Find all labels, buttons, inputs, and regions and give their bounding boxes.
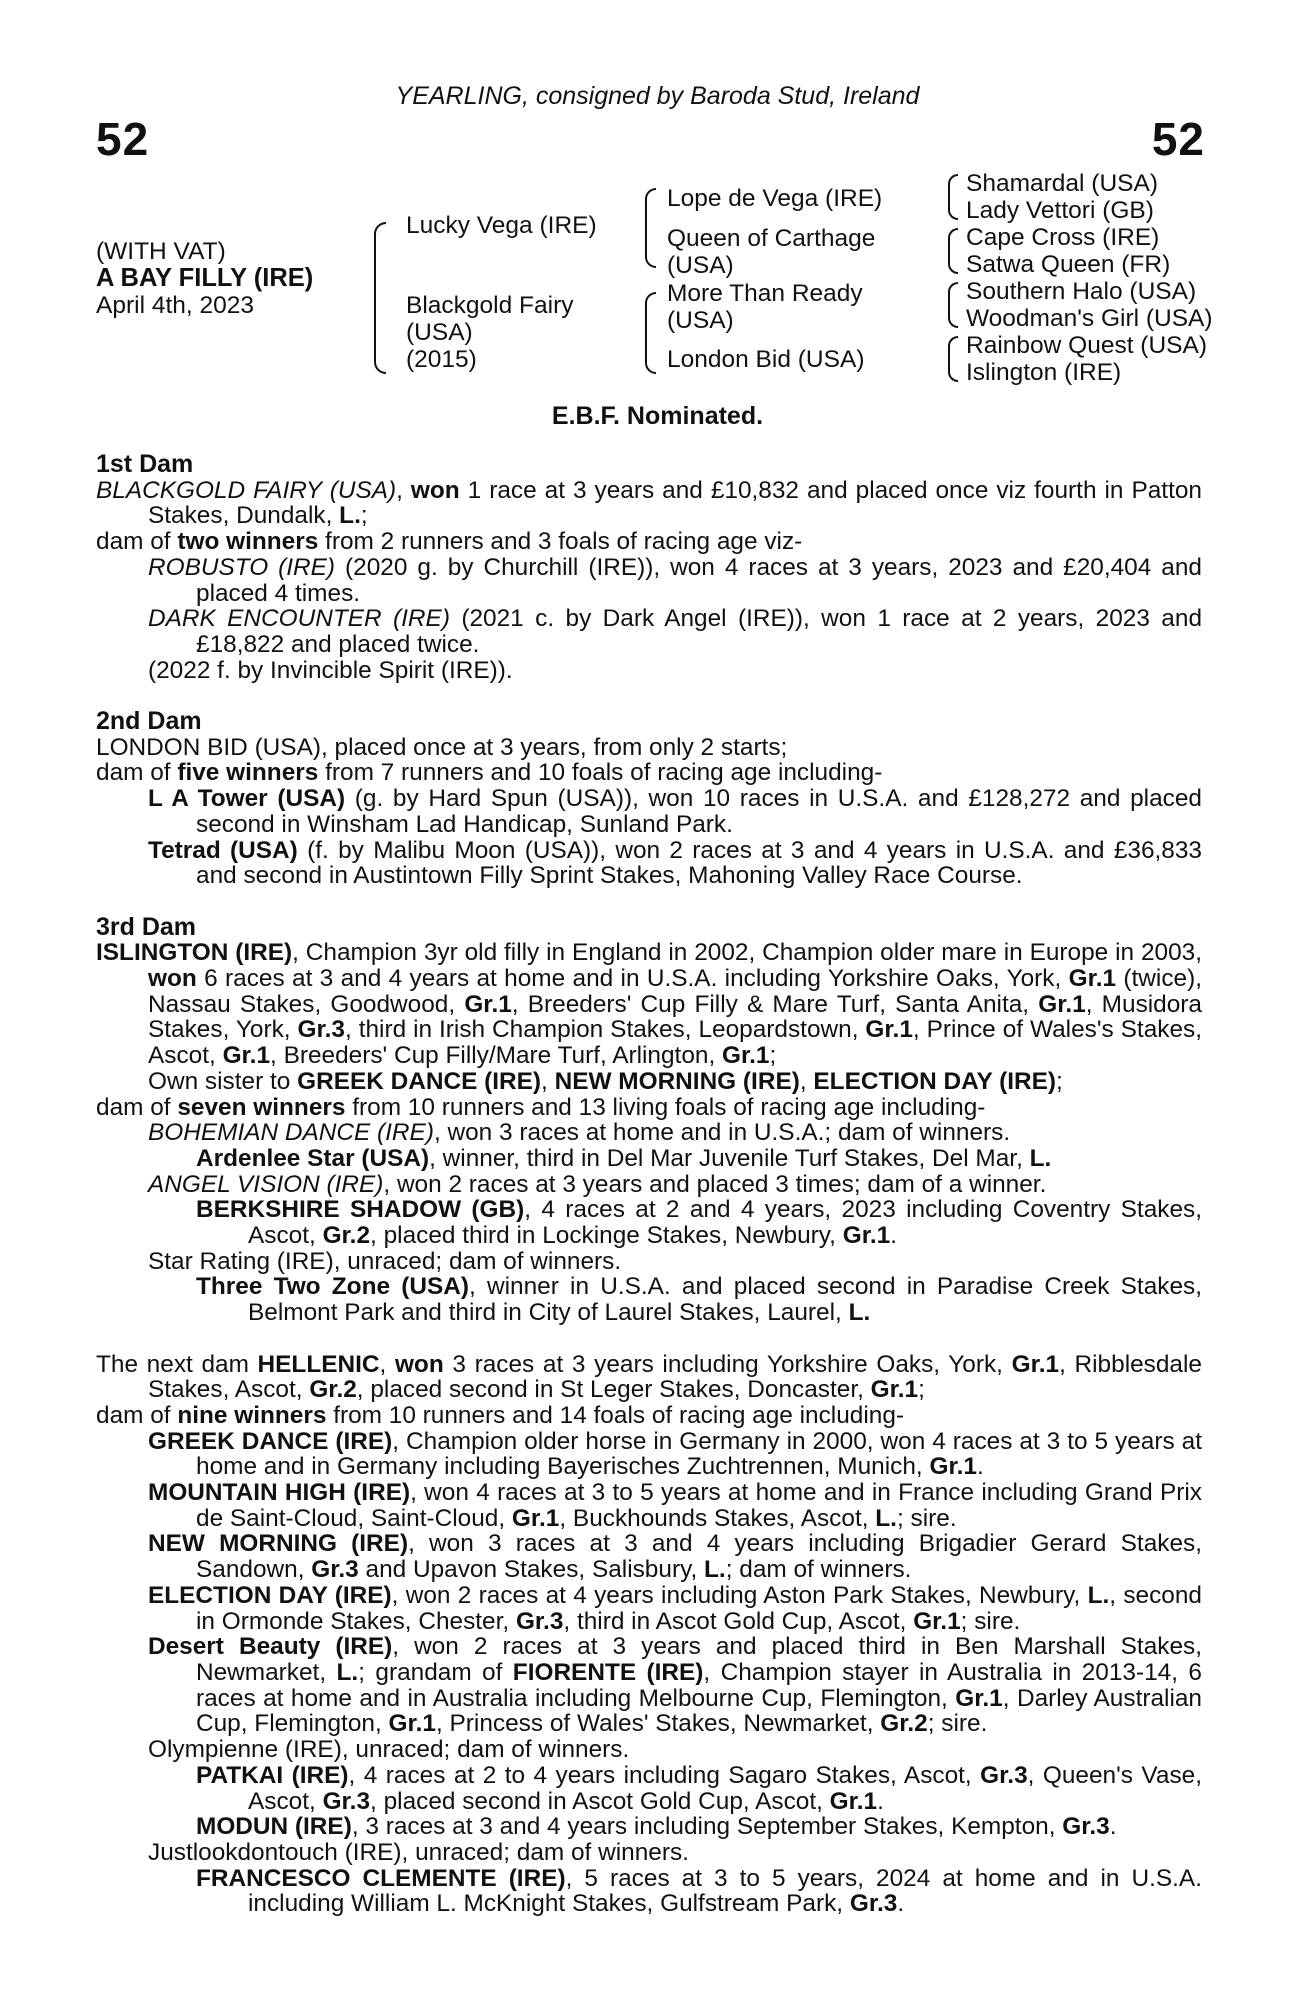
produce-2022-filly: (2022 f. by Invincible Spirit (IRE)). [148, 656, 513, 684]
produce-francesco-clemente: FRANCESCO CLEMENTE (IRE), 5 races at 3 to 5 years, 2024 at home and in U.S.A. including William L. McKnight Stakes, Gulfstream Park, Gr.3. [196, 1864, 1202, 1918]
produce-angel-vision: ANGEL VISION (IRE), won 2 races at 3 years and placed 3 times; dam of a winner. [148, 1170, 1047, 1198]
first-dam-heading: 1st Dam [96, 450, 194, 478]
produce-dark-encounter: DARK ENCOUNTER (IRE) (2021 c. by Dark Angel (IRE)), won 1 race at 2 years, 2023 and £18,822 and placed twice. [148, 605, 1203, 658]
horse-name: A BAY FILLY (IRE) [96, 264, 314, 292]
vat-note: (WITH VAT) [96, 238, 226, 265]
first-dam-text: BLACKGOLD FAIRY (USA), won 1 race at 3 years and £10,832 and placed once viz fourth in Patton Stakes, Dundalk, L.; [96, 476, 1202, 530]
pedigree-dam: Blackgold Fairy (USA) (2015) [406, 292, 574, 373]
ebf-nominated: E.B.F. Nominated. [551, 402, 764, 430]
first-dam-produce: dam of two winners from 2 runners and 3 foals of racing age viz- [96, 528, 803, 556]
pedigree-brace-3c [948, 282, 958, 328]
produce-mountain-high: MOUNTAIN HIGH (IRE), won 4 races at 3 to 5 years at home and in France including Grand Prix de Saint-Cloud, Saint-Cloud, Gr.1, Buckhounds Stakes, Ascot, L.; sire. [148, 1479, 1203, 1532]
produce-desert-beauty: Desert Beauty (IRE), won 2 races at 3 years and placed third in Ben Marshall Stakes, Newmarket, L.; grandam of FIORENTE (IRE), Champion stayer in Australia in 2013-14, 6 races at home and in Australia including Melbourne Cup, Flemington, Gr.1, Darley Australian Cup, Flemington, Gr.1, Princess of Wales' Stakes, Newmarket, Gr.2; sire. [148, 1633, 1202, 1738]
pedigree-brace-2a [645, 188, 656, 268]
produce-greek-dance: GREEK DANCE (IRE), Champion older horse in Germany in 2000, won 4 races at 3 to 5 years at home and in Germany including Bayerisches Zuchtrennen, Munich, Gr.1. [148, 1427, 1202, 1481]
produce-three-two-zone: Three Two Zone (USA), winner in U.S.A. and placed second in Paradise Creek Stakes, Belmont Park and third in City of Laurel Stakes, Laurel, L. [196, 1273, 1202, 1327]
lot-number-left: 52 [96, 113, 150, 165]
pedigree-dam-dam: London Bid (USA) [667, 346, 865, 373]
second-dam-text: LONDON BID (USA), placed once at 3 years, from only 2 starts; [96, 733, 788, 761]
produce-olympienne: Olympienne (IRE), unraced; dam of winners. [148, 1736, 630, 1764]
produce-robusto: ROBUSTO (IRE) (2020 g. by Churchill (IRE)), won 4 races at 3 years, 2023 and £20,404 and placed 4 times. [148, 553, 1202, 607]
produce-justlookdontouch: Justlookdontouch (IRE), unraced; dam of winners. [148, 1838, 689, 1866]
pedigree-brace-1 [374, 222, 386, 374]
subject-block [96, 238, 313, 319]
produce-bohemian-dance: BOHEMIAN DANCE (IRE), won 3 races at home and in U.S.A.; dam of winners. [148, 1119, 1011, 1147]
produce-ardenlee-star: Ardenlee Star (USA), winner, third in Del Mar Juvenile Turf Stakes, Del Mar, L. [196, 1144, 1052, 1172]
produce-berkshire-shadow: BERKSHIRE SHADOW (GB), 4 races at 2 and 4 years, 2023 including Coventry Stakes, Ascot, Gr.2, placed third in Lockinge Stakes, Newbury, Gr.1. [196, 1196, 1203, 1250]
foaling-date: April 4th, 2023 [96, 292, 254, 319]
pedigree-brace-3d [948, 336, 958, 382]
pedigree-brace-3b [948, 228, 958, 274]
pedigree-brace-3a [948, 174, 958, 220]
produce-new-morning: NEW MORNING (IRE), won 3 races at 3 and 4 years including Brigadier Gerard Stakes, Sandown, Gr.3 and Upavon Stakes, Salisbury, L.; dam of winners. [148, 1530, 1202, 1584]
pedigree-sire-sire: Lope de Vega (IRE) [667, 185, 883, 212]
second-dam-produce: dam of five winners from 7 runners and 10 foals of racing age including- [96, 759, 883, 787]
produce-patkai: PATKAI (IRE), 4 races at 2 to 4 years including Sagaro Stakes, Ascot, Gr.3, Queen's Vase, Ascot, Gr.3, placed second in Ascot Gold Cup, Ascot, Gr.1. [196, 1761, 1202, 1815]
next-dam-text: The next dam HELLENIC, won 3 races at 3 years including Yorkshire Oaks, York, Gr.1, Ribblesdale Stakes, Ascot, Gr.2, placed second in St Leger Stakes, Doncaster, Gr.1; [96, 1350, 1202, 1404]
catalogue-header: YEARLING, consigned by Baroda Stud, Ireland [395, 82, 920, 110]
third-dam-produce: dam of seven winners from 10 runners and 13 living foals of racing age including- [96, 1093, 986, 1121]
produce-modun: MODUN (IRE), 3 races at 3 and 4 years including September Stakes, Kempton, Gr.3. [196, 1813, 1117, 1841]
second-dam-heading: 2nd Dam [96, 707, 202, 736]
third-dam-sister: Own sister to GREEK DANCE (IRE), NEW MORNING (IRE), ELECTION DAY (IRE); [148, 1067, 1063, 1095]
pedigree-dam-sire: More Than Ready (USA) [667, 280, 863, 334]
produce-election-day: ELECTION DAY (IRE), won 2 races at 4 years including Aston Park Stakes, Newbury, L., second in Ormonde Stakes, Chester, Gr.3, third in Ascot Gold Cup, Ascot, Gr.1; sire. [148, 1581, 1202, 1635]
pedigree-sire: Lucky Vega (IRE) [406, 212, 597, 239]
lot-number-right: 52 [1151, 113, 1205, 165]
produce-star-rating: Star Rating (IRE), unraced; dam of winners. [148, 1247, 622, 1275]
third-dam-text: ISLINGTON (IRE), Champion 3yr old filly in England in 2002, Champion older mare in Europe in 2003, won 6 races at 3 and 4 years at home and in U.S.A. including Yorkshire Oaks, York, Gr.1 (twice), Nassau Stakes, Goodwood, Gr.1, Breeders' Cup Filly & Mare Turf, Santa Anita, Gr.1, Musidora Stakes, York, Gr.3, third in Irish Champion Stakes, Leopardstown, Gr.1, Prince of Wales's Stakes, Ascot, Gr.1, Breeders' Cup Filly/Mare Turf, Arlington, Gr.1; [96, 939, 1202, 1070]
pedigree-third-generation: Shamardal (USA) Lady Vettori (GB) Cape Cross (IRE) Satwa Queen (FR) Southern Halo (USA) Woodman's Girl (USA) Rainbow Quest (USA) Islington (IRE) [966, 170, 1213, 386]
next-dam-produce: dam of nine winners from 10 runners and 14 foals of racing age including- [96, 1401, 905, 1429]
pedigree-sire-dam: Queen of Carthage (USA) [667, 225, 876, 279]
third-dam-heading: 3rd Dam [96, 912, 197, 941]
catalogue-body [96, 452, 1202, 1917]
produce-la-tower: L A Tower (USA) (g. by Hard Spun (USA)), won 10 races in U.S.A. and £128,272 and placed second in Winsham Lad Handicap, Sunland Park. [148, 785, 1202, 838]
pedigree-brace-2b [645, 292, 656, 374]
produce-tetrad: Tetrad (USA) (f. by Malibu Moon (USA)), won 2 races at 3 and 4 years in U.S.A. and £36,833 and second in Austintown Filly Sprint Stakes, Mahoning Valley Race Course. [148, 836, 1202, 890]
